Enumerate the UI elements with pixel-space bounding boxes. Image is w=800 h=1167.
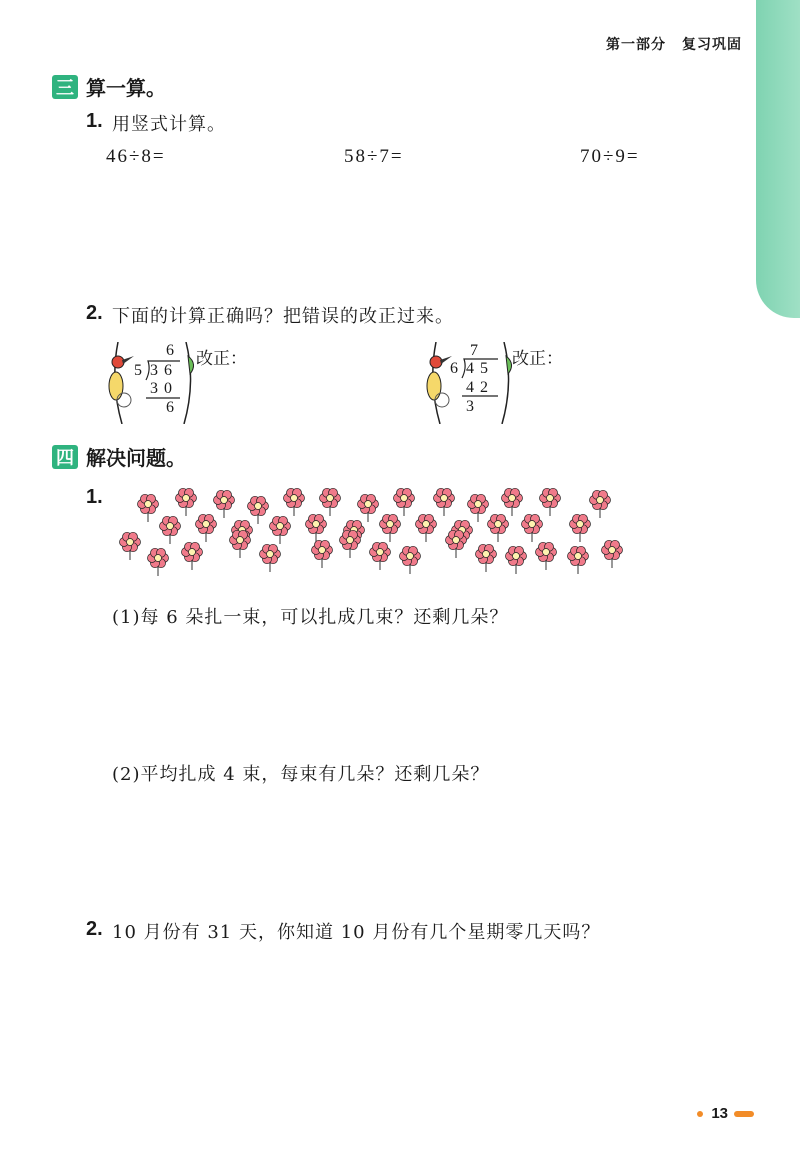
- flower-icon: [120, 532, 141, 560]
- side-tab: [756, 0, 800, 318]
- flower-icon: [138, 494, 159, 522]
- flower-icon: [196, 514, 217, 542]
- flower-icon: [468, 494, 489, 522]
- flower-icon: [570, 514, 591, 542]
- remainder: 3: [466, 398, 474, 415]
- section-title: 解决问题。: [86, 446, 186, 470]
- flower-icon: [506, 546, 527, 574]
- flower-icon: [502, 488, 523, 516]
- flower-icon: [214, 490, 235, 518]
- flower-icon: [446, 530, 467, 558]
- flowers-illustration: [112, 482, 632, 582]
- question-number: 1.: [86, 486, 103, 508]
- section-number: 三: [52, 75, 78, 99]
- division-bracket: [142, 360, 182, 400]
- correction-label: 改正：: [512, 349, 563, 369]
- page-bar-icon: [734, 1111, 754, 1117]
- flower-icon: [476, 544, 497, 572]
- flower-icon: [434, 488, 455, 516]
- page-number-text: 13: [711, 1105, 728, 1122]
- flower-icon: [312, 540, 333, 568]
- dividend: 3 6: [150, 362, 173, 379]
- flower-icon: [182, 542, 203, 570]
- question-number: 2.: [86, 918, 103, 940]
- section-3-heading: [52, 72, 166, 101]
- flower-icon: [358, 494, 379, 522]
- flower-icon: [488, 514, 509, 542]
- flower-icon: [416, 514, 437, 542]
- expression-3: 70÷9=: [580, 146, 640, 167]
- running-head: [606, 34, 742, 54]
- flower-icon: [320, 488, 341, 516]
- remainder: 6: [166, 399, 174, 416]
- flower-icon: [602, 540, 623, 568]
- section-4-heading: [52, 442, 186, 471]
- question-number: 1.: [86, 110, 103, 132]
- dividend: 4 5: [466, 360, 489, 377]
- flower-icon: [522, 514, 543, 542]
- product: 4 2: [466, 379, 489, 396]
- flower-icon: [540, 488, 561, 516]
- flower-icon: [248, 496, 269, 524]
- flower-icon: [568, 546, 589, 574]
- question-text: 用竖式计算。: [112, 114, 226, 135]
- flower-icon: [284, 488, 305, 516]
- question-text: 下面的计算正确吗？把错误的改正过来。: [112, 306, 454, 327]
- section-title: 算一算。: [86, 76, 166, 100]
- division-bracket: [458, 358, 502, 398]
- divisor: 5: [134, 362, 142, 379]
- header-part: 第一部分: [606, 37, 666, 53]
- section-number: 四: [52, 445, 78, 469]
- quotient: 6: [166, 342, 174, 359]
- expression-2: 58÷7=: [344, 146, 404, 167]
- question-number: 2.: [86, 302, 103, 324]
- sub-question-2: (2)平均扎成 4 束，每束有几朵？还剩几朵？: [112, 764, 490, 785]
- flower-icon: [260, 544, 281, 572]
- flower-icon: [370, 542, 391, 570]
- flower-icon: [176, 488, 197, 516]
- flower-icon: [160, 516, 181, 544]
- page-dot-icon: [697, 1111, 703, 1117]
- flower-icon: [394, 488, 415, 516]
- flower-icon: [380, 514, 401, 542]
- quotient: 7: [470, 342, 478, 359]
- sub-question-1: (1)每 6 朵扎一束，可以扎成几束？还剩几朵？: [112, 607, 509, 628]
- expression-1: 46÷8=: [106, 146, 166, 167]
- flower-icon: [148, 548, 169, 576]
- correction-label: 改正：: [196, 349, 247, 369]
- flower-icon: [230, 530, 251, 558]
- divisor: 6: [450, 360, 458, 377]
- product: 3 0: [150, 380, 173, 397]
- flower-icon: [306, 514, 327, 542]
- flower-icon: [340, 530, 361, 558]
- header-topic: 复习巩固: [682, 37, 742, 53]
- question-text: 10 月份有 31 天，你知道 10 月份有几个星期零几天吗？: [112, 922, 601, 943]
- flower-icon: [536, 542, 557, 570]
- flower-icon: [590, 490, 611, 518]
- flower-icon: [270, 516, 291, 544]
- flower-icon: [400, 546, 421, 574]
- page-number: [697, 1105, 754, 1122]
